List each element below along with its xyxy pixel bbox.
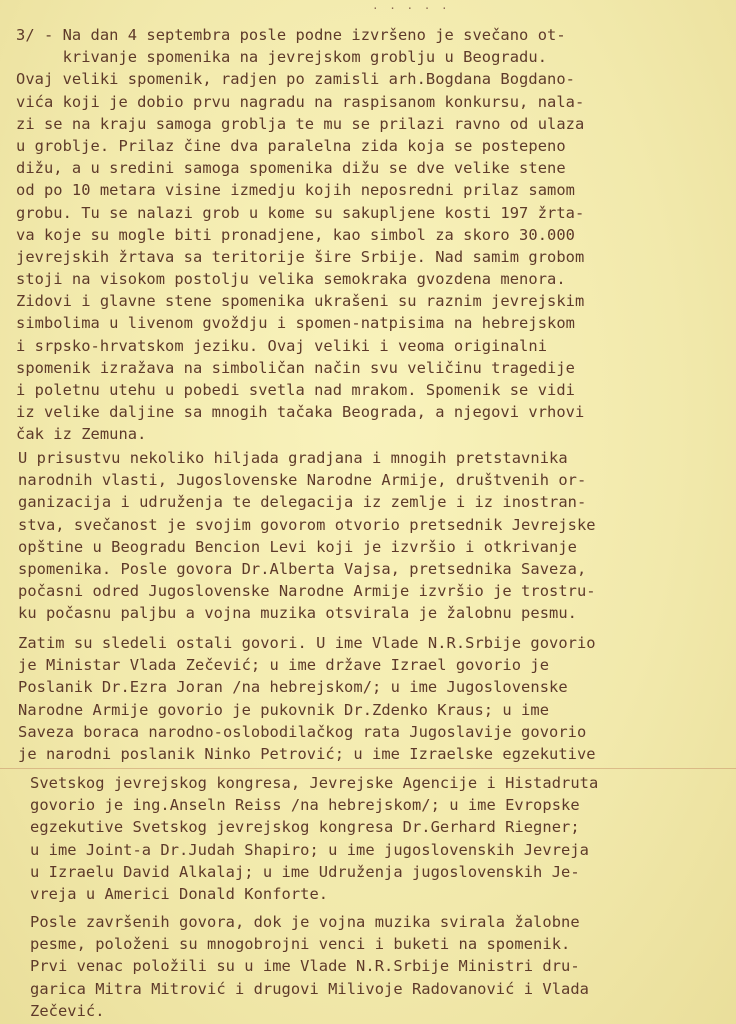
paragraph-monument-description: [16, 24, 584, 446]
paragraph-ceremony-opening: [18, 447, 596, 625]
top-margin-mark: · · · · ·: [372, 2, 450, 15]
text-line: Zatim su sledeli ostali govori. U ime Vlade N.R.Srbije govorio: [18, 634, 596, 652]
text-line: opštine u Beogradu Bencion Levi koji je izvršio i otkrivanje: [18, 537, 577, 556]
text-line: jevrejskih žrtava sa teritorije šire Srbije. Nad samim grobom: [16, 247, 585, 266]
text-line: vreja u Americi Donald Konforte.: [30, 884, 329, 903]
text-line: ku počasnu paljbu a vojna muzika otsvirala je žalobnu pesmu.: [18, 604, 577, 623]
text-line: pesme, položeni su mnogobrojni venci i buketi na spomenik.: [30, 935, 571, 954]
paragraph-speeches-continued: [30, 772, 598, 905]
text-line: egzekutive Svetskog jevrejskog kongresa Dr.Gerhard Riegner;: [30, 818, 580, 837]
text-line: Saveza boraca narodno-oslobodilačkog rata Jugoslavije govorio: [18, 722, 587, 741]
text-line: u Izraelu David Alkalaj; u ime Udruženja jugoslovenskih Je-: [30, 862, 580, 881]
text-line: zi se na kraju samoga groblja te mu se prilazi ravno od ulaza: [16, 114, 585, 133]
text-line: spomenik izražava na simboličan način svu veličinu tragedije: [16, 358, 575, 377]
text-line: govorio je ing.Anseln Reiss /na hebrejskom/; u ime Evropske: [30, 796, 580, 815]
text-line: stva, svečanost je svojim govorom otvorio pretsednik Jevrejske: [18, 515, 596, 534]
text-line: čak iz Zemuna.: [16, 425, 147, 444]
text-line: Zečević.: [30, 1001, 105, 1020]
text-line: i srpsko-hrvatskom jeziku. Ovaj veliki i veoma originalni: [16, 336, 548, 355]
text-line: Prvi venac položili su u ime Vlade N.R.Srbije Ministri dru-: [30, 957, 580, 976]
text-line: garica Mitra Mitrović i drugovi Milivoje Radovanović i Vlada: [30, 979, 589, 998]
text-line: u groblje. Prilaz čine dva paralelna zida koja se postepeno: [16, 136, 566, 155]
text-line: stoji na visokom postolju velika semokraka gvozdena menora.: [16, 270, 566, 289]
text-line: va koje su mogle biti pronadjene, kao simbol za skoro 30.000: [16, 225, 575, 244]
text-line: od po 10 metara visine izmedju kojih neposredni prilaz samom: [16, 181, 575, 200]
text-line: vića koji je dobio prvu nagradu na raspisanom konkursu, nala-: [16, 92, 585, 111]
text-line: Narodne Armije govorio je pukovnik Dr.Zdenko Kraus; u ime: [18, 700, 550, 719]
text-line: narodnih vlasti, Jugoslovenske Narodne Armije, društvenih or-: [18, 471, 587, 490]
text-line: Poslanik Dr.Ezra Joran /na hebrejskom/; u ime Jugoslovenske: [18, 678, 568, 697]
text-line: krivanje spomenika na jevrejskom groblju u Beogradu.: [16, 48, 548, 67]
text-line: je narodni poslanik Ninko Petrović; u ime Izraelske egzekutive: [18, 744, 596, 763]
text-line: 3/ - Na dan 4 septembra posle podne izvršeno je svečano ot-: [16, 26, 566, 44]
text-line: dižu, a u sredini samoga spomenika dižu se dve velike stene: [16, 159, 566, 178]
text-line: u ime Joint-a Dr.Judah Shapiro; u ime jugoslovenskih Jevreja: [30, 840, 589, 859]
text-line: iz velike daljine sa mnogih tačaka Beograda, a njegovi vrhovi: [16, 403, 585, 422]
paper-crease-line: [0, 768, 736, 769]
text-line: Svetskog jevrejskog kongresa, Jevrejske Agencije i Histadruta: [30, 774, 599, 792]
text-line: je Ministar Vlada Zečević; u ime države Izrael govorio je: [18, 656, 550, 675]
text-line: simbolima u livenom gvoždju i spomen-natpisima na hebrejskom: [16, 314, 575, 333]
text-line: počasni odred Jugoslovenske Narodne Armije izvršio je trostru-: [18, 582, 596, 601]
text-line: i poletnu utehu u pobedi svetla nad mrakom. Spomenik se vidi: [16, 381, 575, 399]
text-line: Zidovi i glavne stene spomenika ukrašeni su raznim jevrejskim: [16, 292, 585, 311]
paragraph-speeches: [18, 632, 596, 765]
text-line: Ovaj veliki spomenik, radjen po zamisli arh.Bogdana Bogdano-: [16, 70, 575, 89]
text-line: Posle završenih govora, dok je vojna muzika svirala žalobne: [30, 913, 580, 931]
text-line: U prisustvu nekoliko hiljada gradjana i mnogih pretstavnika: [18, 449, 568, 467]
paragraph-wreath-laying: [30, 911, 589, 1022]
text-line: spomenika. Posle govora Dr.Alberta Vajsa, pretsednika Saveza,: [18, 559, 587, 578]
text-line: grobu. Tu se nalazi grob u kome su sakupljene kosti 197 žrta-: [16, 203, 585, 222]
text-line: ganizacija i udruženja te delegacija iz zemlje i iz inostran-: [18, 493, 587, 512]
